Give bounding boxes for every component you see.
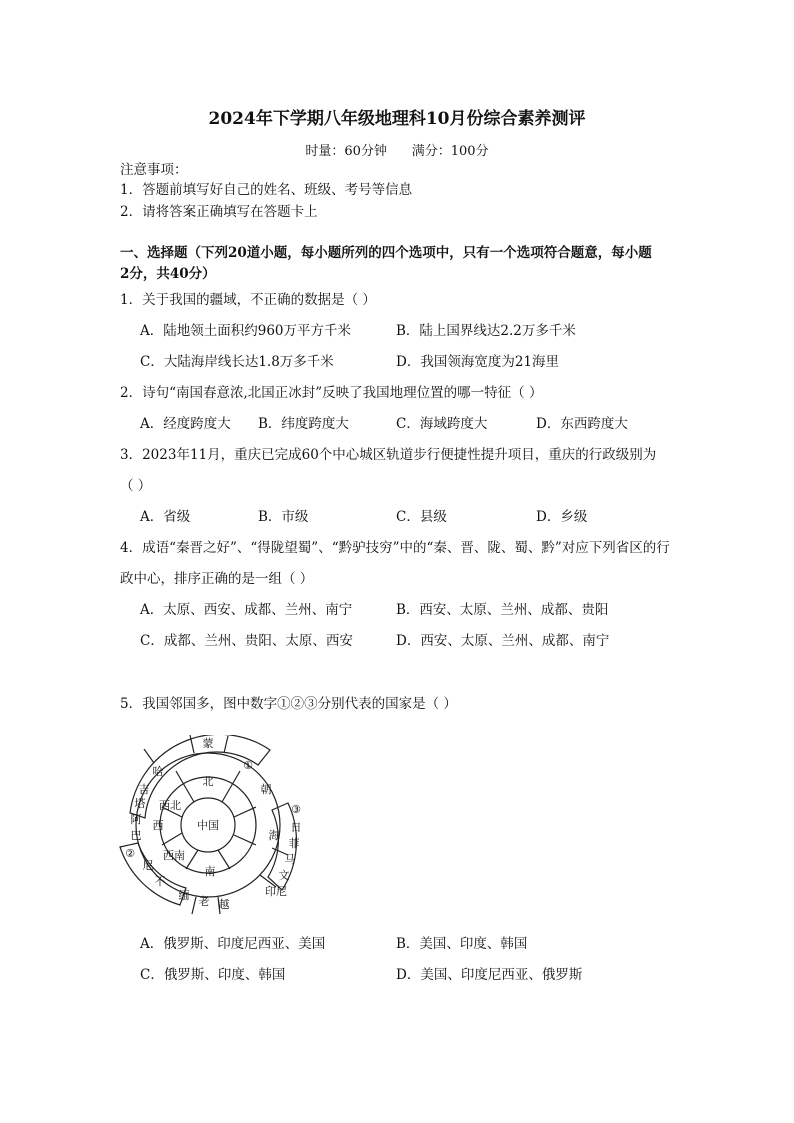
outer-label: 日 bbox=[290, 821, 302, 834]
option-c[interactable]: C．大陆海岸线长达1.8万多千米 bbox=[140, 354, 334, 370]
outer-label: 蒙 bbox=[202, 737, 214, 750]
page-title: 2024年下学期八年级地理科10月份综合素养测评 bbox=[208, 109, 586, 129]
option-a[interactable]: A．经度跨度大 bbox=[140, 416, 231, 432]
outer-label: 巴 bbox=[130, 829, 142, 842]
outer-label: 尼 bbox=[142, 859, 154, 872]
option-a[interactable]: A．太原、西安、成都、兰州、南宁 bbox=[140, 602, 353, 618]
section-heading-cont: 2分，共40分） bbox=[120, 266, 216, 282]
outer-label: 菲 bbox=[288, 837, 300, 850]
question-stem-cont: 政中心，排序正确的是一组（ ） bbox=[120, 571, 314, 587]
outer-label: 马 bbox=[284, 853, 296, 866]
option-d[interactable]: D．东西跨度大 bbox=[536, 416, 628, 432]
exam-meta bbox=[0, 140, 794, 159]
option-a[interactable]: A．俄罗斯、印度尼西亚、美国 bbox=[140, 936, 326, 952]
notes-heading: 注意事项： bbox=[120, 162, 188, 178]
option-b[interactable]: B．市级 bbox=[258, 509, 309, 525]
outer-label: 缅 bbox=[178, 889, 190, 902]
note-item: 2．请将答案正确填写在答题卡上 bbox=[120, 204, 318, 220]
outer-label: 阿 bbox=[130, 813, 142, 826]
option-c[interactable]: C．俄罗斯、印度、韩国 bbox=[140, 967, 286, 983]
option-a[interactable]: A．省级 bbox=[140, 509, 191, 525]
outer-ring-north bbox=[130, 735, 270, 818]
note-item: 1．答题前填写好自己的姓名、班级、考号等信息 bbox=[120, 182, 413, 198]
outer-label: ② bbox=[125, 847, 135, 860]
outer-label: 塔 bbox=[134, 797, 146, 810]
option-c[interactable]: C．海域跨度大 bbox=[396, 416, 488, 432]
question-stem: 1．关于我国的疆域，不正确的数据是（ ） bbox=[120, 292, 376, 308]
question-stem: 4．成语“秦晋之好”、“得陇望蜀”、“黔驴技穷”中的“秦、晋、陇、蜀、黔”对应下列省区的行 bbox=[120, 540, 670, 556]
outer-label: 印尼 bbox=[265, 885, 287, 898]
ring-label: 海 bbox=[268, 829, 280, 842]
time-limit: 时量：60分钟 bbox=[305, 144, 387, 159]
option-b[interactable]: B．西安、太原、兰州、成都、贵阳 bbox=[396, 602, 609, 618]
option-b[interactable]: B．陆上国界线达2.2万多千米 bbox=[396, 323, 576, 339]
ring-label: 南 bbox=[204, 865, 216, 878]
ring-label: 朝 bbox=[260, 783, 272, 796]
outer-label: 哈 bbox=[152, 765, 164, 778]
option-d[interactable]: D．美国、印度尼西亚、俄罗斯 bbox=[396, 967, 583, 983]
ring-label: 西南 bbox=[163, 849, 185, 862]
outer-label: 文 bbox=[278, 869, 290, 882]
option-c[interactable]: C．县级 bbox=[396, 509, 447, 525]
neighbors-diagram bbox=[110, 735, 330, 915]
question-stem: 3．2023年11月，重庆已完成60个中心城区轨道步行便捷性提升项目，重庆的行政级别为 bbox=[120, 447, 657, 463]
outer-label: ① bbox=[243, 759, 253, 772]
option-b[interactable]: B．美国、印度、韩国 bbox=[396, 936, 528, 952]
question-stem: 2．诗句“南国春意浓,北国正冰封”反映了我国地理位置的哪一特征（ ） bbox=[120, 385, 543, 401]
option-c[interactable]: C．成都、兰州、贵阳、太原、西安 bbox=[140, 633, 353, 649]
outer-label: 越 bbox=[218, 898, 230, 911]
outer-label: 老 bbox=[198, 895, 210, 908]
option-a[interactable]: A．陆地领土面积约960万平方千米 bbox=[140, 323, 352, 339]
outer-label: 不 bbox=[154, 875, 166, 888]
question-stem: 5．我国邻国多，图中数字①②③分别代表的国家是（ ） bbox=[120, 696, 457, 712]
ring-label: 西北 bbox=[159, 799, 181, 812]
option-d[interactable]: D．我国领海宽度为21海里 bbox=[396, 354, 560, 370]
option-b[interactable]: B．纬度跨度大 bbox=[258, 416, 349, 432]
outer-label: ③ bbox=[291, 803, 301, 816]
ring-label: 北 bbox=[202, 775, 214, 788]
full-score: 满分：100分 bbox=[411, 144, 489, 159]
question-stem-cont: （ ） bbox=[120, 478, 152, 494]
section-heading: 一、选择题（下列20道小题，每小题所列的四个选项中，只有一个选项符合题意，每小题 bbox=[120, 245, 652, 261]
option-d[interactable]: D．西安、太原、兰州、成都、南宁 bbox=[396, 633, 610, 649]
center-label: 中国 bbox=[197, 819, 219, 832]
outer-label: 吉 bbox=[138, 783, 150, 796]
option-d[interactable]: D．乡级 bbox=[536, 509, 588, 525]
ring-label: 西 bbox=[152, 819, 164, 832]
